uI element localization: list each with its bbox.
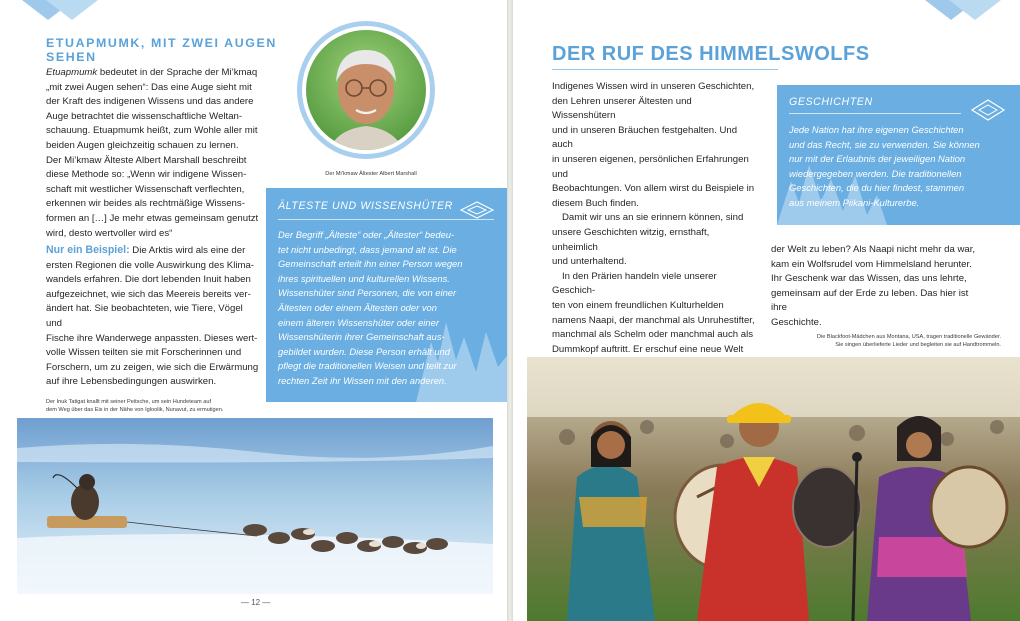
text-line: gebildet wurden. Diese Person erhält und [278,345,450,357]
drummers-photo [527,357,1020,621]
left-page [0,0,507,621]
text-line: unsere Geschichten witzig, ernsthaft, unheimlich [552,226,710,253]
text-line: tet nicht unbedingt, dass jemand alt ist. Die [278,243,457,255]
stories-infobox [777,85,1020,225]
text-line: nur mit der Erlaubnis der jeweiligen Nation [789,153,966,165]
infobox-rule [278,219,494,220]
text-line: volle Wissen teilten sie mit Forscherinnen und [46,347,242,359]
text-line: In den Prärien handeln viele unserer Geschich- [552,270,717,297]
text-line: der Welt zu leben? Als Naapi nicht mehr da war, [771,244,976,255]
text-line: ersten Regionen die volle Auswirkung des Klima- [46,259,254,271]
text-line: diesem Buch finden. [552,197,639,209]
elders-infobox [266,188,507,402]
caption-line: Die Blackfoot-Mädchen aus Montana, USA, tragen traditionelle Gewänder. [816,334,1001,340]
text-line [46,139,261,154]
text-line: den Lehren unserer Ältesten und Wissenshütern [552,95,692,122]
title-rule [552,69,778,70]
text-line-content: schaft mit westlicher Wissenschaft verflechten, [46,183,245,195]
text-line: gemeinsam auf der Erde zu leben. Das hier ist ihre [771,287,969,314]
text-line [46,212,261,227]
text-line: kam ein Wolfsrudel vom Himmelsland herunter. [771,258,972,270]
text-line-content: formen an […] Je mehr etwas gemeinsam genutzt [46,212,259,224]
text-line: Geschichte. [771,316,822,328]
page-number: — 12 — [241,598,271,607]
text-line: pflegt die traditionellen Weisen und teilt zur [278,360,457,372]
text-line: Ihr Geschenk war das Wissen, das uns lehrte, [771,273,967,285]
text-line: Beobachtungen. Von allem wirst du Beispiele in [552,183,755,195]
text-line: und das Recht, sie zu verwenden. Sie können [789,138,980,150]
text-line: und in unseren Bräuchen festgehalten. Und auch [552,124,738,151]
text-line [46,197,261,212]
dogsled-photo-caption [46,398,266,414]
infobox-title: ÄLTESTE UND WISSENSHÜTER [278,200,453,212]
text-line [46,124,261,139]
text-line: Ältesten oder einem Ältesten oder von [278,301,437,313]
section-title-line: SEHEN [46,50,97,64]
term-emphasis: Etuapmumk [46,67,98,78]
text-line-content: wird, desto wertvoller wird es“ [46,227,173,239]
text-line: einem älteren Wissenshüter oder einer [278,316,439,328]
text-line: namens Naapi, der manchmal als Unruhestifter, [552,314,755,326]
text-line: manchmal als Schelm oder manchmal auch als [552,329,754,341]
section-title-line: ETUAPMUMK, MIT ZWEI AUGEN [46,36,277,50]
text-line: Wissenshüterin ihrer Gemeinschaft aus- [278,331,445,343]
text-line-content: der Kraft des indigenen Wissens und das andere [46,96,254,108]
text-line-content: erkennen wir beides als rechtmäßige Wissens- [46,198,245,210]
text-line: auf ihre Lebensbedingungen auswirken. [46,376,217,388]
portrait-caption: Der Mi’kmaw Ältester Albert Marshall [325,171,417,177]
text-line-content: bedeutet in der Sprache der Mi’kmaq [97,67,258,78]
text-line [46,227,261,242]
text-line-content: beiden Augen gleichzeitig schauen zu lernen. [46,139,239,151]
corner-triangle-decoration [949,0,1001,20]
dogsled-photo [17,418,493,594]
text-line: ten von einem freundlichen Kulturhelden [552,299,724,311]
text-line: Wissenshüter sind Personen, die von einer [278,287,457,299]
text-line-content: Der Mi’kmaw Älteste Albert Marshall beschreibt [46,154,247,166]
right-page [513,0,1020,621]
infobox-text [789,123,1015,211]
text-line: wandels erfahren. Die dort lebenden Inuit haben [46,274,251,286]
text-line: Geschichten, die du hier findest, stammen [789,182,965,194]
etuapmumk-paragraph [46,66,261,241]
page-title: DER RUF DES HIMMELSWOLFS [552,43,870,65]
drummers-image [527,357,1020,621]
infobox-title: GESCHICHTEN [789,96,873,108]
example-paragraph [46,243,261,390]
section-title [46,36,277,64]
sky-wolf-paragraph [771,243,981,331]
text-line: Gemeinschaft erteilt ihn einer Person wegen [278,258,463,270]
text-line: in unseren eigenen, persönlichen Erfahrungen und [552,153,749,180]
text-line [46,110,261,125]
text-line: wiedergegeben werden. Die traditionellen [789,167,962,179]
diamond-ornament-icon [971,99,1005,121]
text-line: und unterhaltend. [552,256,627,268]
text-line-content: „mit zwei Augen sehen“: Das eine Auge sieht mit [46,81,252,93]
lead-first-line: Die Arktis wird als eine der [129,245,246,256]
text-line: aus meinem Piikani-Kulturerbe. [789,196,920,208]
caption-line: Sie singen überlieferte Lieder und begleiten sie auf Handtrommeln. [835,342,1001,348]
corner-triangle-decoration [46,0,98,20]
text-line [46,168,261,183]
text-line: Forschern, um zu zeigen, wie sich die Erwärmung [46,361,259,373]
text-line: ändert hat. Sie beobachteten, wie Tiere, Vögel und [46,303,243,329]
text-line [46,66,261,81]
text-line-content: Auge betrachtet die wissenschaftliche Weltan- [46,110,243,122]
text-line: aufgezeichnet, wie sich das Meereis bereits ver- [46,288,251,300]
dancers-photo-caption [713,333,1001,349]
text-line-content: diese Methode so: „Wenn wir indigene Wissen- [46,169,247,181]
infobox-text [278,228,504,389]
text-line [46,95,261,110]
text-line [46,183,261,198]
text-line: Fische ihre Wanderwege anpassten. Dieses wert- [46,332,258,344]
text-line: Der Begriff „Älteste“ oder „Ältester“ bedeu- [278,229,455,240]
text-line: Damit wir uns an sie erinnern können, sind [562,212,744,224]
infobox-rule [789,113,961,114]
text-line [46,154,261,169]
text-line: Indigenes Wissen wird in unseren Geschichten, [552,81,755,92]
text-line: ihres spirituellen und kulturellen Wissens. [278,272,450,284]
caption-line: dem Weg über das Eis in der Nähe von Igloolik, Nunavut, zu ermutigen. [46,407,224,413]
caption-line: Der Inuk Tatigat knallt mit seiner Peitsche, um sein Hundeteam auf [46,399,211,405]
text-line: rechten Zeit ihr Wissen mit den anderen. [278,374,447,386]
portrait-photo [296,20,436,160]
text-line: Dummkopf auftritt. Er erschuf eine neue Welt [552,343,744,355]
text-line-content: schauung. Etuapmumk heißt, zum Wohle aller mit [46,125,258,137]
dogsled-image [17,418,493,594]
portrait-image [296,20,436,160]
diamond-ornament-icon [460,201,494,219]
lead-in: Nur ein Beispiel: [46,244,130,256]
text-line: Jede Nation hat ihre eigenen Geschichten [789,124,964,135]
text-line [46,81,261,96]
